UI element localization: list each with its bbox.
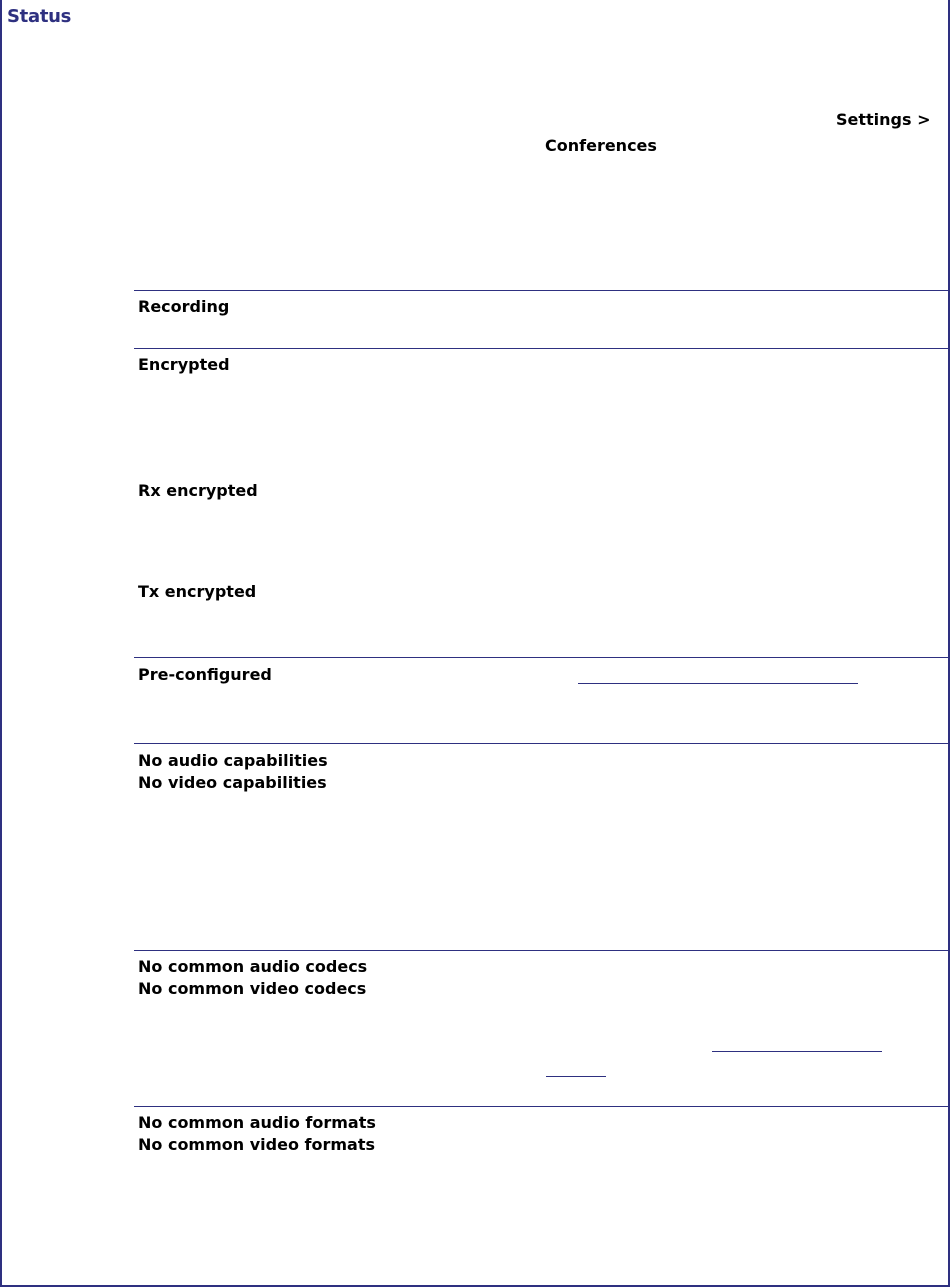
settings-path-label: Settings > (836, 110, 931, 129)
hyperlink-underline[interactable] (546, 1076, 606, 1077)
term-no-common-audio-formats: No common audio formats (138, 1113, 376, 1132)
term-no-common-video-formats: No common video formats (138, 1135, 375, 1154)
row-divider (134, 1106, 950, 1107)
term-recording: Recording (138, 297, 230, 316)
term-no-common-audio-codecs: No common audio codecs (138, 957, 368, 976)
row-divider (134, 743, 950, 744)
term-pre-configured: Pre-configured (138, 665, 272, 684)
term-no-audio-capabilities: No audio capabilities (138, 751, 328, 770)
row-divider (134, 290, 950, 291)
term-no-video-capabilities: No video capabilities (138, 773, 327, 792)
term-no-common-video-codecs: No common video codecs (138, 979, 367, 998)
hyperlink-underline[interactable] (578, 683, 858, 684)
row-divider (134, 348, 950, 349)
row-divider (134, 657, 950, 658)
conferences-path-label: Conferences (545, 136, 657, 155)
term-tx-encrypted: Tx encrypted (138, 582, 257, 601)
term-rx-encrypted: Rx encrypted (138, 481, 258, 500)
term-encrypted: Encrypted (138, 355, 230, 374)
page-title: Status (7, 6, 72, 27)
row-divider (134, 950, 950, 951)
hyperlink-underline[interactable] (712, 1051, 882, 1052)
